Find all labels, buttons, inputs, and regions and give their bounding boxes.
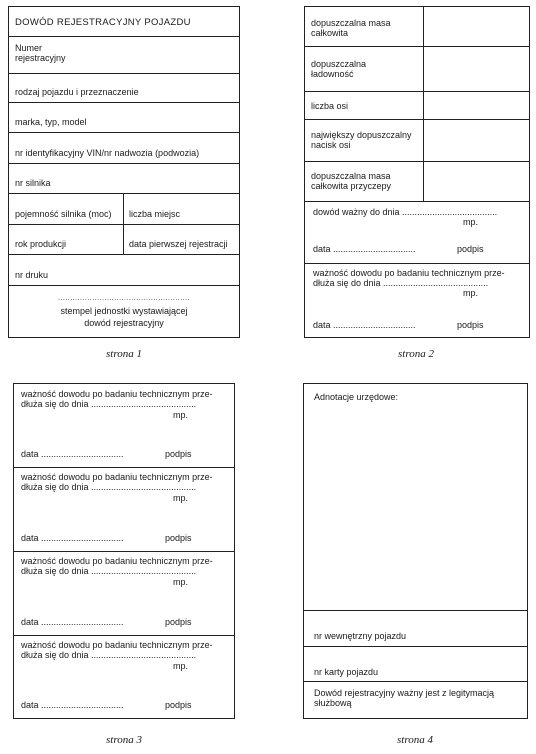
b2-mp: mp. [173,493,189,503]
wazny-label: dowód ważny do dnia ...................................... [313,207,498,217]
legitymacja-line-2: służbową [314,698,352,708]
b3-podpis: podpis [165,617,192,627]
osie-row [305,92,529,120]
badanie-block-3 [14,552,234,636]
data-pierwszej-label: data pierwszej rejestracji [129,239,228,249]
ladownosc-label-2: ładowność [311,69,354,79]
adnotacje-label: Adnotacje urzędowe: [314,392,399,402]
nacisk-label-2: nacisk osi [311,140,351,150]
masa-label-2: całkowita [311,28,349,38]
b4-line-2: dłuża się do dnia .......................................... [21,650,197,660]
silnik-label: nr silnika [15,178,51,188]
rok-label: rok produkcji [15,239,67,249]
ladownosc-row [305,47,529,92]
b3-line-1: ważność dowodu po badaniu technicznym prze- [21,556,213,566]
legitymacja-line-1: Dowód rejestracyjny ważny jest z legitymacją [314,688,495,698]
badanie-line-2: dłuża się do dnia .......................................... [313,278,489,288]
marka-label: marka, typ, model [15,117,87,127]
b1-data: data ................................. [21,449,124,459]
karta-label: nr karty pojazdu [314,667,379,677]
adnotacje-area [304,384,527,611]
document-title: DOWÓD REJESTRACYJNY POJAZDU [15,17,191,28]
b3-data: data ................................. [21,617,124,627]
druk-row [9,255,239,286]
page3-form [13,383,235,719]
b2-data: data ................................. [21,533,124,543]
b1-podpis: podpis [165,449,192,459]
numer-label-1: Numer [15,43,43,53]
nacisk-row [305,120,529,162]
masa-przyczepy-row [305,162,529,202]
b2-line-1: ważność dowodu po badaniu technicznym prze- [21,472,213,482]
masa-przyczepy-label-2: całkowita przyczepy [311,181,392,191]
badanie-mp: mp. [463,288,479,298]
page4-form [303,383,528,719]
vin-label: nr identyfikacyjny VIN/nr nadwozia (podwozia) [15,148,200,158]
stamp-area [9,286,239,338]
b4-data: data ................................. [21,700,124,710]
legitymacja-block [304,682,527,719]
rodzaj-label: rodzaj pojazdu i przeznaczenie [15,87,139,97]
b1-line-2: dłuża się do dnia .......................................... [21,399,197,409]
stamp-dots: ...................................................... [57,295,191,302]
page2-column-divider [423,7,424,202]
b3-mp: mp. [173,577,189,587]
b1-mp: mp. [173,410,189,420]
wazny-mp: mp. [463,217,479,227]
b1-line-1: ważność dowodu po badaniu technicznym prze- [21,389,213,399]
rok-row [9,225,239,255]
nacisk-label-1: największy dopuszczalny [311,130,412,140]
marka-row [9,103,239,133]
karta-row [304,647,527,682]
numer-rejestracyjny-row [9,37,239,74]
wazny-podpis: podpis [457,244,484,254]
page1-form [8,6,240,338]
rodzaj-row [9,74,239,103]
masa-row [305,7,529,47]
b2-line-2: dłuża się do dnia .......................................... [21,482,197,492]
numer-label-2: rejestracyjny [15,53,66,63]
b3-line-2: dłuża się do dnia .......................................... [21,566,197,576]
druk-label: nr druku [15,270,49,280]
caption-strona-3: strona 3 [106,734,142,746]
stamp-line-1: stempel jednostki wystawiającej [60,306,188,317]
badanie-podpis: podpis [457,320,484,330]
caption-strona-1: strona 1 [106,348,142,360]
page2-form [304,6,530,338]
wewnetrzny-row [304,611,527,647]
caption-strona-2: strona 2 [398,348,434,360]
wazny-row [305,202,529,264]
caption-strona-4: strona 4 [397,734,433,746]
osie-label: liczba osi [311,101,349,111]
masa-przyczepy-label-1: dopuszczalna masa [311,171,391,181]
badanie-block-1 [14,384,234,468]
badanie-line-1: ważność dowodu po badaniu technicznym prze- [313,268,505,278]
b4-podpis: podpis [165,700,192,710]
b2-podpis: podpis [165,533,192,543]
pojemnosc-row [9,194,239,225]
page1-column-divider [123,194,124,255]
b4-mp: mp. [173,661,189,671]
silnik-row [9,164,239,194]
title-row [9,7,239,37]
ladownosc-label-1: dopuszczalna [311,59,367,69]
wewnetrzny-label: nr wewnętrzny pojazdu [314,631,407,641]
stamp-line-2: dowód rejestracyjny [84,318,164,329]
badanie-data: data ................................. [313,320,416,330]
vin-row [9,133,239,164]
badanie-block-2 [14,468,234,552]
wazny-data: data ................................. [313,244,416,254]
badanie-block [305,264,529,338]
badanie-block-4 [14,636,234,719]
masa-label-1: dopuszczalna masa [311,18,391,28]
b4-line-1: ważność dowodu po badaniu technicznym prze- [21,640,213,650]
pojemnosc-label: pojemność silnika (moc) [15,209,112,219]
miejsca-label: liczba miejsc [129,209,181,219]
